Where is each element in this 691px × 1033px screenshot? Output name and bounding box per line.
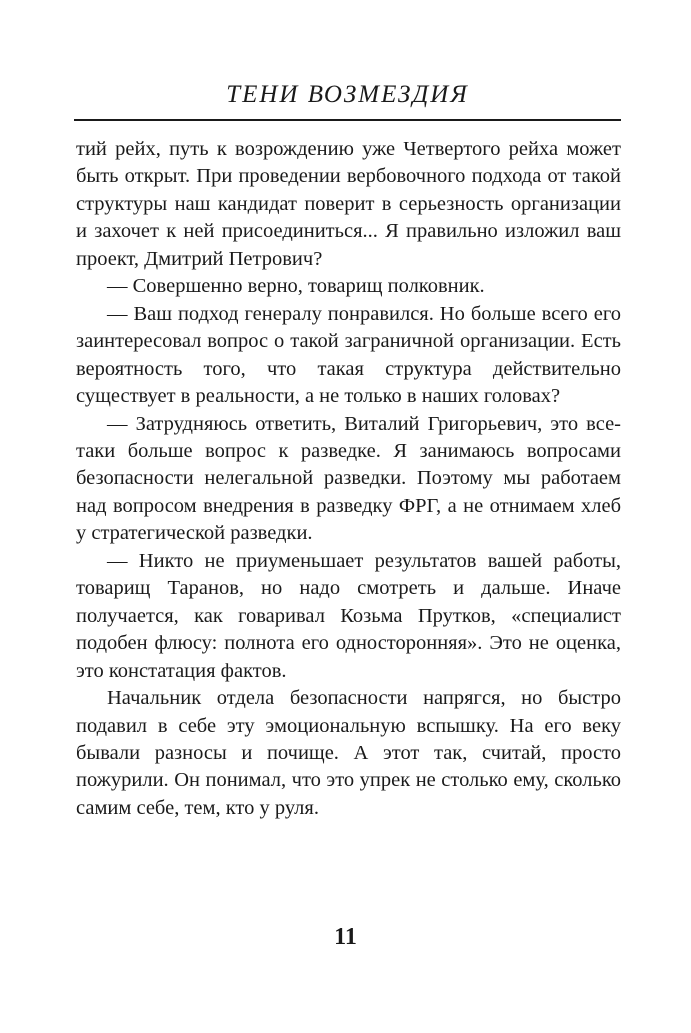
paragraph: Начальник отдела безопасности напрягся, но быстро подавил в себе эту эмоциональную вспышку. На его веку бывали разносы и почище. А этот так, считай, просто пожурили. Он понимал, что это упрек не столько ему, сколько самим себе, тем, кто у руля. — [76, 687, 621, 819]
paragraph: — Затрудняюсь ответить, Виталий Григорьевич, это все-таки больше вопрос к разведке. Я занимаюсь вопросами безопасности нелегальной разведки. Поэтому мы работаем над вопросом внедрения в разведку ФРГ, а не отнимаем хлеб у стратегической разведки. — [76, 412, 621, 545]
paragraph: тий рейх, путь к возрождению уже Четвертого рейха может быть открыт. При проведении вербовочного подхода от такой структуры наш кандидат поверит в серьезность организации и захочет к ней присоединиться... Я правильно изложил ваш проект, Дмитрий Петрович? — [76, 138, 621, 270]
body-text — [76, 136, 621, 822]
paragraph: — Никто не приуменьшает результатов вашей работы, товарищ Таранов, но надо смотреть и дальше. Иначе получается, как говаривал Козьма Прутков, «специалист подобен флюсу: полнота его односторонняя». Это не оценка, это констатация фактов. — [76, 549, 621, 682]
header-rule — [74, 119, 621, 121]
paragraph: — Совершенно верно, товарищ полковник. — [107, 275, 485, 298]
page-number: 11 — [334, 924, 357, 950]
running-title: ТЕНИ ВОЗМЕЗДИЯ — [226, 81, 469, 108]
paragraph: — Ваш подход генералу понравился. Но больше всего его заинтересовал вопрос о такой заграничной организации. Есть вероятность того, что такая структура действительно существует в реальности, а не только в наших головах? — [76, 302, 621, 408]
